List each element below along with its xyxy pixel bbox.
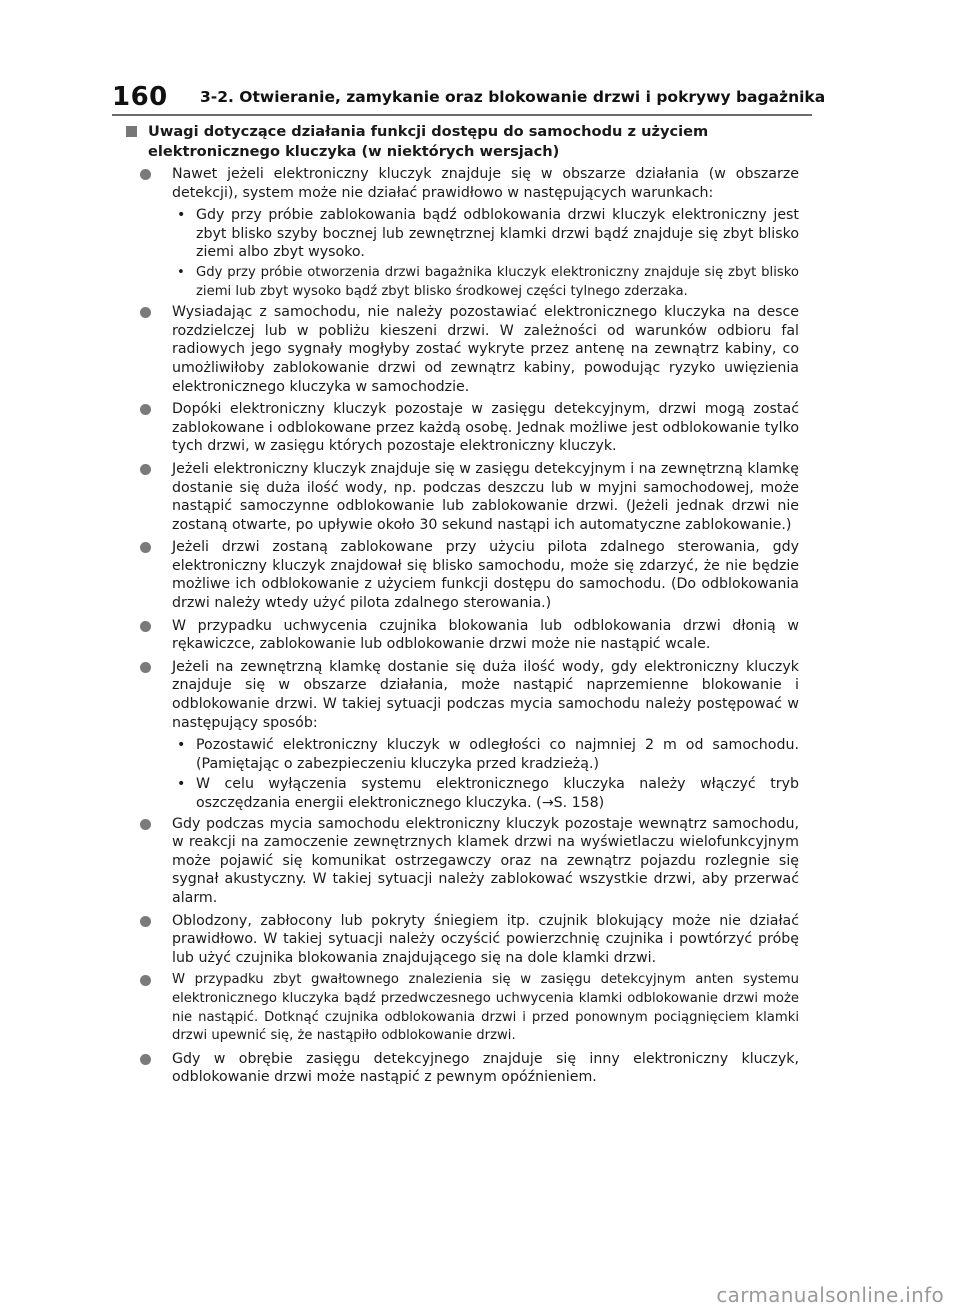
circle-bullet-icon — [140, 464, 151, 475]
list-item-text: W przypadku zbyt gwałtownego znalezienia się w zasięgu detekcyjnym anten systemu elektronicznego kluczyka bądź przedwczesnego uchwycenia klamki odblokowanie drzwi może nie nastąpić. Dotknąć czujnika odblokowania drzwi i przed ponownym pociągnięciem klamki drzwi upewnić się, że nastąpiło odblokowanie drzwi. — [172, 972, 799, 1044]
section-title: 3-2. Otwieranie, zamykanie oraz blokowanie drzwi i pokrywy bagażnika — [200, 88, 826, 106]
watermark-text: carmanualsonline.info — [716, 1283, 944, 1307]
list-item-text: Jeżeli elektroniczny kluczyk znajduje się w zasięgu detekcyjnym i na zewnętrzną klamkę dostanie się duża ilość wody, np. podczas deszczu lub w myjni samochodowej, może nastąpić samoczynne odblokowanie lub zablokowanie drzwi. (Jeżeli jednak drzwi nie zostaną otwarte, po upływie około 30 sekund nastąpi ich automatyczne zablokowanie.) — [172, 460, 800, 533]
sub-item — [124, 264, 799, 301]
list-item — [124, 971, 799, 1045]
list-item-text: Nawet jeżeli elektroniczny kluczyk znajduje się w obszarze działania (w obszarze detekcji), system może nie działać prawidłowo w następujących warunkach: — [172, 166, 799, 201]
circle-bullet-icon — [140, 916, 151, 927]
dot-bullet-icon: • — [177, 737, 186, 754]
circle-bullet-icon — [140, 169, 151, 180]
main-content — [124, 122, 799, 1091]
header-rule — [112, 114, 812, 116]
list-item-text: Oblodzony, zabłocony lub pokryty śniegiem itp. czujnik blokujący może nie działać prawidłowo. W takiej sytuacji należy oczyścić powierzchnię czujnika i powtórzyć próbę lub użyć czujnika blokowania znajdującego się na dole klamki drzwi. — [172, 912, 799, 966]
list-item-text: W przypadku uchwycenia czujnika blokowania lub odblokowania drzwi dłonią w rękawiczce, zablokowanie lub odblokowanie drzwi może nie nastąpić wcale. — [172, 617, 799, 653]
section-heading-text: Uwagi dotyczące działania funkcji dostępu do samochodu z użyciem elektronicznego kluczyka (w niektórych wersjach) — [148, 123, 709, 160]
circle-bullet-icon — [140, 307, 151, 318]
sub-item — [124, 206, 799, 262]
sub-item-text: Pozostawić elektroniczny kluczyk w odległości co najmniej 2 m od samochodu. (Pamiętając o zabezpieczeniu kluczyka przed kradzieżą.) — [196, 737, 799, 772]
dot-bullet-icon: • — [177, 776, 186, 793]
sub-item — [124, 736, 799, 773]
dot-bullet-icon: • — [177, 207, 186, 224]
dot-bullet-icon: • — [177, 264, 185, 280]
list-item — [124, 460, 799, 534]
circle-bullet-icon — [140, 542, 151, 553]
list-item — [124, 658, 799, 732]
circle-bullet-icon — [140, 1054, 151, 1065]
list-item — [124, 912, 799, 968]
list-item — [124, 165, 799, 202]
sub-item-text: Gdy przy próbie zablokowania bądź odblokowania drzwi kluczyk elektroniczny jest zbyt blisko szyby bocznej lub zewnętrznej klamki drzwi bądź znajduje się zbyt blisko ziemi albo zbyt wysoko. — [196, 207, 799, 261]
sub-item — [124, 775, 799, 812]
page-number: 160 — [112, 82, 168, 112]
sub-item-text: Gdy przy próbie otworzenia drzwi bagażnika kluczyk elektroniczny znajduje się zbyt blisko ziemi lub zbyt wysoko bądź zbyt blisko środkowej części tylnego zderzaka. — [196, 264, 799, 299]
square-bullet-icon — [126, 126, 137, 137]
list-item-text: Jeżeli drzwi zostaną zablokowane przy użyciu pilota zdalnego sterowania, gdy elektroniczny kluczyk znajdował się blisko samochodu, może się zdarzyć, że nie będzie możliwe ich odblokowanie z użyciem funkcji dostępu do samochodu. (Do odblokowania drzwi należy wtedy użyć pilota zdalnego sterowania.) — [172, 539, 799, 612]
list-item — [124, 815, 799, 908]
list-item — [124, 303, 799, 396]
circle-bullet-icon — [140, 662, 151, 673]
list-item-text: Gdy podczas mycia samochodu elektroniczny kluczyk pozostaje wewnątrz samochodu, w reakcji na zamoczenie zewnętrznych klamek drzwi na wyświetlaczu wielofunkcyjnym może pojawić się komunikat ostrzegawczy oraz na zewnątrz pojazdu rozlegnie się sygnał akustyczny. W takiej sytuacji należy zablokować wszystkie drzwi, aby przerwać alarm. — [172, 815, 799, 906]
list-item — [124, 617, 799, 654]
list-item-text: Dopóki elektroniczny kluczyk pozostaje w zasięgu detekcyjnym, drzwi mogą zostać zablokowane i odblokowane przez każdą osobę. Jednak możliwe jest odblokowanie tylko tych drzwi, w zasięgu których pozostaje elektroniczny kluczyk. — [172, 401, 799, 455]
list-item — [124, 538, 799, 612]
list-item — [124, 1050, 799, 1087]
section-heading — [124, 122, 799, 161]
circle-bullet-icon — [140, 621, 151, 632]
list-item — [124, 400, 799, 456]
circle-bullet-icon — [140, 404, 151, 415]
list-item-text: Wysiadając z samochodu, nie należy pozostawiać elektronicznego kluczyka na desce rozdzielczej lub w pobliżu kieszeni drzwi. W zależności od warunków odbioru fal radiowych jego sygnały mogłyby zostać wykryte przez antenę na zewnątrz kabiny, co umożliwiłoby zablokowanie drzwi od zewnątrz kabiny, powodując ryzyko uwięzienia elektronicznego kluczyka w samochodzie. — [172, 304, 799, 395]
page-header — [112, 78, 826, 112]
sub-item-text: W celu wyłączenia systemu elektronicznego kluczyka należy włączyć tryb oszczędzania energii elektronicznego kluczyka. (→S. 158) — [196, 776, 799, 811]
list-item-text: Gdy w obrębie zasięgu detekcyjnego znajduje się inny elektroniczny kluczyk, odblokowanie drzwi może nastąpić z pewnym opóźnieniem. — [172, 1050, 799, 1086]
circle-bullet-icon — [140, 975, 151, 986]
circle-bullet-icon — [140, 819, 151, 830]
list-item-text: Jeżeli na zewnętrzną klamkę dostanie się duża ilość wody, gdy elektroniczny kluczyk znajduje się w obszarze działania, może nastąpić naprzemienne blokowanie i odblokowanie drzwi. W takiej sytuacji podczas mycia samochodu należy postępować w następujący sposób: — [172, 658, 799, 731]
